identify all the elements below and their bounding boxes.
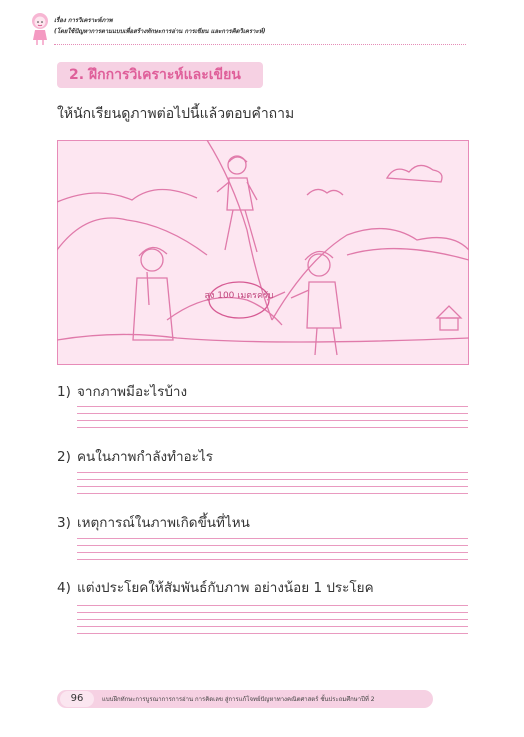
question-4 — [57, 576, 374, 598]
speech-bubble-text: สูง 100 เมตรครับ — [204, 291, 274, 301]
cartoon-girl-mascot-icon — [30, 12, 50, 46]
question-text: จากภาพมีอะไรบ้าง — [77, 384, 188, 400]
mountain-climbing-illustration — [57, 140, 469, 365]
page-number: 96 — [60, 691, 94, 707]
answer-lines-2[interactable] — [77, 472, 468, 500]
header-topic: เรื่อง การวิเคราะห์ภาพ — [54, 17, 113, 24]
answer-lines-3[interactable] — [77, 538, 468, 566]
question-text: แต่งประโยคให้สัมพันธ์กับภาพ อย่างน้อย 1 ประโยค — [77, 580, 374, 596]
footer-book-title: แบบฝึกทักษะการบูรณาการการอ่าน การคิดเลข สู่การแก้โจทย์ปัญหาทางคณิตศาสตร์ ชั้นประถมศึกษาปีที่ 2 — [102, 696, 375, 703]
header-subtitle: (โดยใช้ปัญหาการตามแบบเพื่อสร้างทักษะการอ่าน การเขียน และการคิดวิเคราะห์) — [54, 28, 266, 35]
question-number: 1) — [57, 384, 71, 400]
instruction-text: ให้นักเรียนดูภาพต่อไปนี้แล้วตอบคำถาม — [57, 106, 295, 122]
question-text: คนในภาพกำลังทำอะไร — [77, 449, 213, 465]
question-number: 4) — [57, 580, 71, 596]
answer-lines-1[interactable] — [77, 406, 468, 434]
question-3 — [57, 511, 250, 533]
question-1 — [57, 380, 187, 402]
section-title: 2. ฝึกการวิเคราะห์และเขียน — [57, 62, 263, 88]
question-text: เหตุการณ์ในภาพเกิดขึ้นที่ไหน — [77, 515, 250, 531]
question-number: 2) — [57, 449, 71, 465]
header-divider — [54, 44, 466, 45]
question-number: 3) — [57, 515, 71, 531]
question-2 — [57, 445, 213, 467]
answer-lines-4[interactable] — [77, 605, 468, 640]
